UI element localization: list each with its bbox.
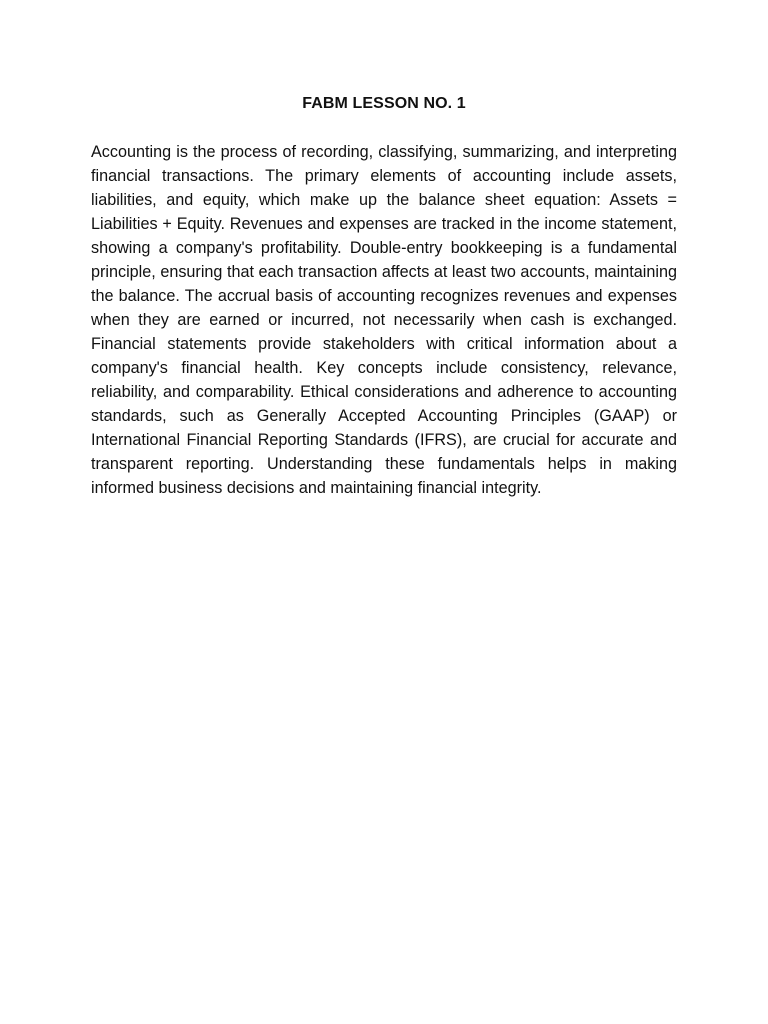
lesson-paragraph: Accounting is the process of recording, classifying, summarizing, and interpreting financial transactions. The primary elements of accounting include assets, liabilities, and equity, which make up the balance sheet equation: Assets = Liabilities + Equity. Revenues and expenses are tracked in the income statement, showing a company's profitability. Double-entry bookkeeping is a fundamental principle, ensuring that each transaction affects at least two accounts, maintaining the balance. The accrual basis of accounting recognizes revenues and expenses when they are earned or incurred, not necessarily when cash is exchanged. Financial statements provide stakeholders with critical information about a company's financial health. Key concepts include consistency, relevance, reliability, and comparability. Ethical considerations and adherence to accounting standards, such as Generally Accepted Accounting Principles (GAAP) or International Financial Reporting Standards (IFRS), are crucial for accurate and transparent reporting. Understanding these fundamentals helps in making informed business decisions and maintaining financial integrity.	[91, 143, 677, 497]
page-title: FABM LESSON NO. 1	[302, 95, 466, 112]
